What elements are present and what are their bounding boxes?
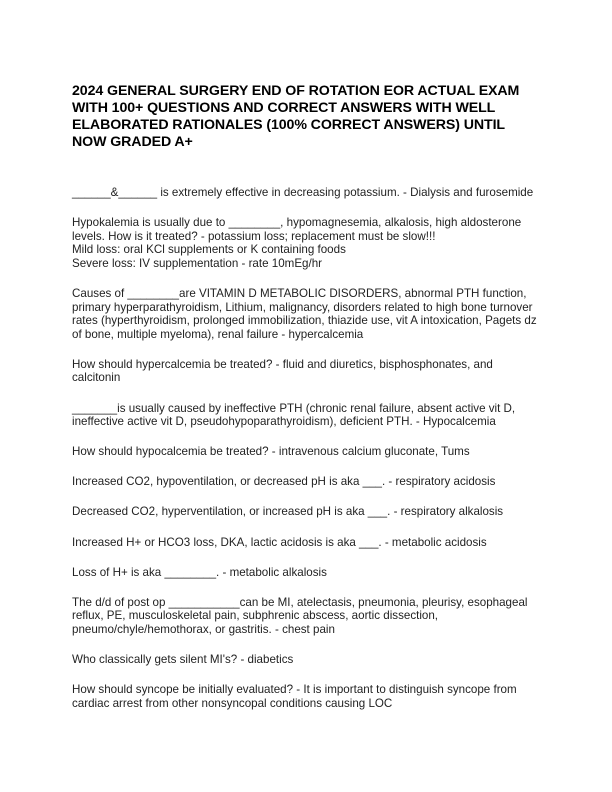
qa-line: _______is usually caused by ineffective PTH (chronic renal failure, absent active vit D, ineffective active vit D, pseudohypoparathyroidism), deficient PTH. - Hypocalcemia bbox=[72, 401, 516, 429]
qa-line: Mild loss: oral KCl supplements or K containing foods bbox=[72, 243, 346, 257]
qa-line: The d/d of post op ___________can be MI, atelectasis, pneumonia, pleurisy, esophageal reflux, PE, musculoskeletal pain, subphrenic abscess, aortic dissection, pneumo/chyle/hemothorax, or gastritis. - chest pain bbox=[72, 595, 528, 636]
qa-item bbox=[72, 536, 542, 550]
document-title: 2024 GENERAL SURGERY END OF ROTATION EOR ACTUAL EXAM WITH 100+ QUESTIONS AND CORRECT ANSWERS WITH WELL ELABORATED RATIONALES (100% CORRECT ANSWERS) UNTIL NOW GRADED A+ bbox=[72, 83, 520, 150]
qa-line: Severe loss: IV supplementation - rate 10mEg/hr bbox=[72, 256, 323, 270]
qa-line: Increased H+ or HCO3 loss, DKA, lactic acidosis is aka ___. - metabolic acidosis bbox=[72, 535, 487, 549]
qa-item bbox=[72, 566, 542, 580]
qa-item bbox=[72, 445, 542, 459]
qa-item bbox=[72, 596, 542, 637]
qa-item bbox=[72, 358, 542, 385]
qa-item bbox=[72, 287, 542, 341]
qa-item bbox=[72, 186, 542, 200]
qa-item bbox=[72, 653, 542, 667]
qa-item bbox=[72, 402, 542, 429]
qa-item bbox=[72, 216, 542, 270]
qa-item bbox=[72, 505, 542, 519]
qa-item bbox=[72, 683, 542, 710]
qa-line: Loss of H+ is aka ________. - metabolic alkalosis bbox=[72, 565, 327, 579]
qa-line: How should syncope be initially evaluated? - It is important to distinguish syncope from cardiac arrest from other nonsyncopal conditions causing LOC bbox=[72, 683, 517, 710]
qa-line: Hypokalemia is usually due to ________, hypomagnesemia, alkalosis, high aldosterone levels. How is it treated? - potassium loss; replacement must be slow!!! bbox=[72, 216, 522, 243]
qa-line: How should hypocalcemia be treated? - intravenous calcium gluconate, Tums bbox=[72, 445, 470, 459]
qa-list bbox=[72, 186, 542, 710]
qa-item bbox=[72, 475, 542, 489]
qa-line: Increased CO2, hypoventilation, or decreased pH is aka ___. - respiratory acidosis bbox=[72, 475, 496, 489]
qa-line: Causes of ________are VITAMIN D METABOLIC DISORDERS, abnormal PTH function, primary hyperparathyroidism, Lithium, malignancy, disorders related to high bone turnover rates (hyperthyroidism, prolonged immobilization, thiazide use, vit A intoxication, Pagets dz of bone, multiple myeloma), renal failure - hypercalcemia bbox=[72, 286, 537, 341]
qa-line: Who classically gets silent MI's? - diabetics bbox=[72, 652, 294, 666]
qa-line: Decreased CO2, hyperventilation, or increased pH is aka ___. - respiratory alkalosis bbox=[72, 505, 504, 519]
qa-line: How should hypercalcemia be treated? - fluid and diuretics, bisphosphonates, and calcitonin bbox=[72, 357, 493, 385]
qa-line: ______&______ is extremely effective in decreasing potassium. - Dialysis and furosemide bbox=[72, 186, 534, 199]
